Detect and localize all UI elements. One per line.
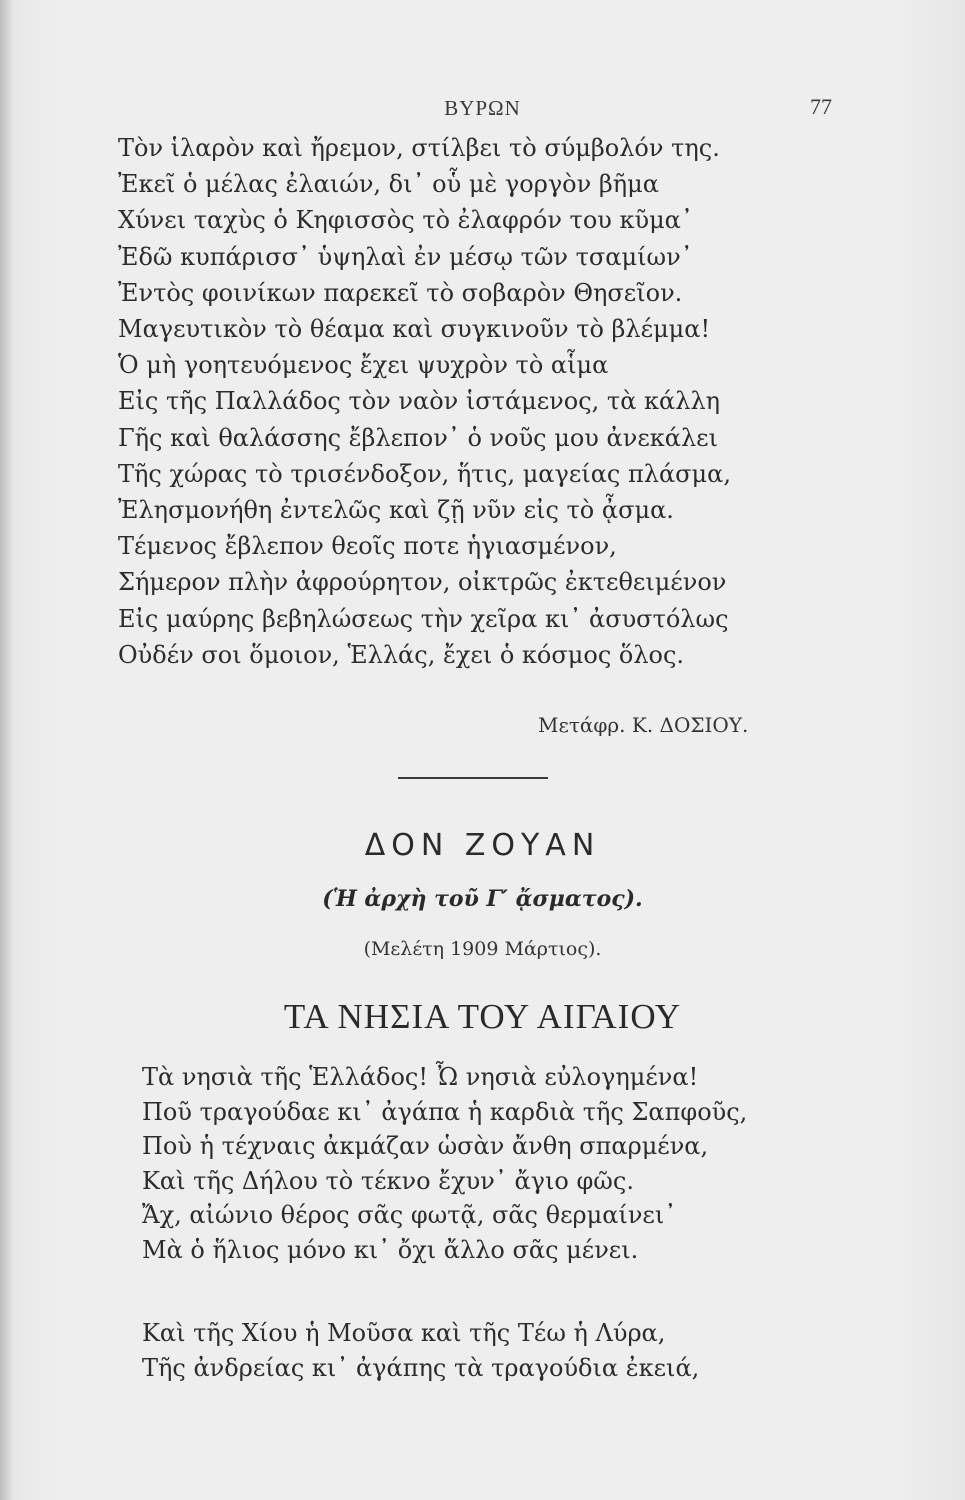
poem-2-stanza-1 <box>142 1060 782 1268</box>
poem-2-stanza-2 <box>142 1316 782 1386</box>
poem-line: Ἐδῶ κυπάρισσ᾽ ὑψηλαὶ ἐν μέσῳ τῶν τσαμίων᾽ <box>118 242 693 271</box>
section-subtitle: (Ἡ ἀρχὴ τοῦ Γ′ ᾄσματος). <box>322 886 643 912</box>
poem-line: Ὁ μὴ γοητευόμενος ἔχει ψυχρὸν τὸ αἷμα <box>118 351 609 380</box>
poem-line: Ἐκεῖ ὁ μέλας ἐλαιών, δι᾽ οὗ μὲ γοργὸν βῆμα <box>118 170 659 199</box>
poem-line: Οὐδέν σοι ὅμοιον, Ἑλλάς, ἔχει ὁ κόσμος ὅλος. <box>118 640 685 669</box>
poem-line: Ποὺ ἡ τέχναις ἀκμάζαν ὡσὰν ἄνθη σπαρμένα, <box>142 1132 709 1161</box>
poem-line: Εἰς τῆς Παλλάδος τὸν ναὸν ἱστάμενος, τὰ κάλλη <box>118 387 721 416</box>
poem-line: Ἐντὸς φοινίκων παρεκεῖ τὸ σοβαρὸν Θησεῖον. <box>118 278 683 307</box>
poem-line: Ποῦ τραγούδαε κι᾽ ἀγάπα ἡ καρδιὰ τῆς Σαπφοῦς, <box>142 1097 748 1126</box>
running-head: ΒΥΡΩΝ <box>444 96 521 120</box>
page-gutter-shadow <box>0 0 14 1500</box>
translator-credit: Μετάφρ. Κ. ΔΟΣΙΟΥ. <box>538 713 749 737</box>
poem-line: Χύνει ταχὺς ὁ Κηφισσὸς τὸ ἐλαφρόν του κῦμα᾽ <box>118 206 693 235</box>
poem-line: Ἄχ, αἰώνιο θέρος σᾶς φωτᾷ, σᾶς θερμαίνει᾽ <box>142 1201 677 1230</box>
poem-line: Καὶ τῆς Δήλου τὸ τέκνο ἔχυν᾽ ἄγιο φῶς. <box>142 1166 634 1195</box>
poem-line: Εἰς μαύρης βεβηλώσεως τὴν χεῖρα κι᾽ ἀσυστόλως <box>118 604 729 633</box>
section-title: ΔΟΝ ΖΟΥΑΝ <box>364 828 601 863</box>
poem-line: Τὸν ἱλαρὸν καὶ ἤρεμον, στίλβει τὸ σύμβολόν της. <box>118 134 720 162</box>
poem-line: Τὰ νησιὰ τῆς Ἑλλάδος! Ὦ νησιὰ εὐλογημένα! <box>142 1063 699 1091</box>
poem-line: Τῆς χώρας τὸ τρισένδοξον, ἥτις, μαγείας πλάσμα, <box>118 459 731 488</box>
poem-line: Τῆς ἀνδρείας κι᾽ ἀγάπης τὰ τραγούδια ἐκειά, <box>142 1354 700 1382</box>
poem-1-stanza <box>118 130 758 673</box>
page-number: 77 <box>810 94 832 119</box>
poem-title: ΤΑ ΝΗΣΙΑ ΤΟΥ ΑΙΓΑΙΟΥ <box>283 997 682 1036</box>
poem-line: Σήμερον πλὴν ἀφρούρητον, οἰκτρῶς ἐκτεθειμένον <box>118 568 727 597</box>
section-date: (Μελέτη 1909 Μάρτιος). <box>363 938 602 960</box>
poem-line: Μαγευτικὸν τὸ θέαμα καὶ συγκινοῦν τὸ βλέμμα! <box>118 315 711 344</box>
poem-line: Γῆς καὶ θαλάσσης ἔβλεπον᾽ ὁ νοῦς μου ἀνεκάλει <box>118 423 719 452</box>
poem-line: Τέμενος ἔβλεπον θεοῖς ποτε ἡγιασμένον, <box>118 532 617 561</box>
poem-line: Καὶ τῆς Χίου ἡ Μοῦσα καὶ τῆς Τέω ἡ Λύρα, <box>142 1319 666 1347</box>
section-divider <box>398 777 548 779</box>
poem-line: Ἐλησμονήθη ἐντελῶς καὶ ζῇ νῦν εἰς τὸ ᾆσμα. <box>118 496 674 525</box>
poem-line: Μὰ ὁ ἥλιος μόνο κι᾽ ὄχι ἄλλο σᾶς μένει. <box>142 1235 639 1264</box>
